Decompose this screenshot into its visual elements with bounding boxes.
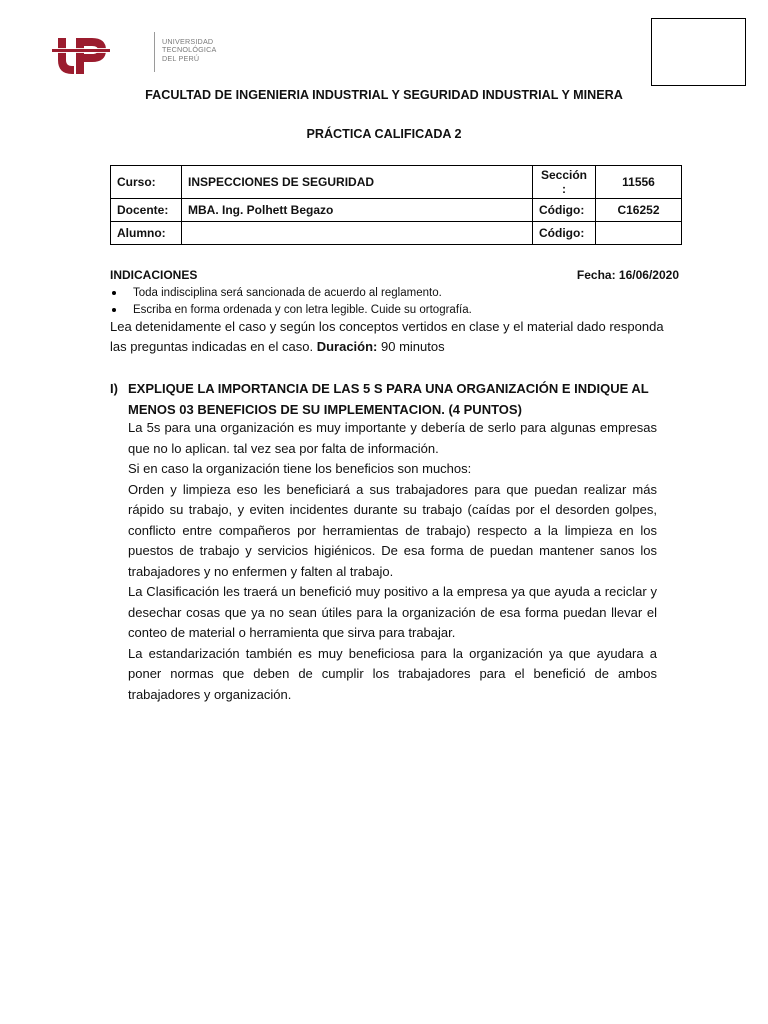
faculty-title: FACULTAD DE INGENIERIA INDUSTRIAL Y SEGURIDAD INDUSTRIAL Y MINERA: [145, 88, 623, 102]
logo-text: [162, 38, 217, 63]
question-number: I): [110, 381, 118, 396]
exam-date: Fecha: 16/06/2020: [576, 268, 679, 282]
bullet-icon: [112, 308, 116, 312]
question-text: EXPLIQUE LA IMPORTANCIA DE LAS 5 S PARA UNA ORGANIZACIÓN E INDIQUE AL MENOS 03 BENEFICIOS DE SU IMPLEMENTACION. (4 PUNTOS): [128, 381, 649, 417]
table-row: [111, 166, 682, 199]
seccion-value: 11556: [596, 166, 682, 199]
duration-label: Duración:: [316, 339, 378, 354]
codigo2-label: Código:: [533, 222, 596, 245]
docente-label: Docente:: [111, 199, 182, 222]
table-row: [111, 199, 682, 222]
instructions-text: [110, 317, 680, 357]
alumno-label: Alumno:: [111, 222, 182, 245]
logo-divider: [154, 32, 155, 72]
answer-paragraph: La estandarización también es muy beneficiosa para la organización ya que ayudara a poner normas que deben de cumplir los trabajadores para el benefició de ambos trabajadores y organización.: [128, 645, 657, 702]
answer-paragraph: La 5s para una organización es muy importante y debería de serlo para algunas empresas que no lo aplican. tal vez sea por falta de información.: [128, 420, 657, 456]
logo-line-2: TECNOLÓGICA: [162, 45, 217, 55]
indications-list: [110, 285, 680, 319]
duration-value: 90 minutos: [381, 339, 445, 354]
logo-line-3: DEL PERÚ: [162, 53, 200, 63]
curso-label: Curso:: [111, 166, 182, 199]
curso-value: INSPECCIONES DE SEGURIDAD: [182, 166, 533, 199]
alumno-value[interactable]: [182, 222, 533, 245]
university-logo: [42, 22, 217, 84]
codigo2-value[interactable]: [596, 222, 682, 245]
docente-value: MBA. Ing. Polhett Begazo: [182, 199, 533, 222]
info-table: [110, 165, 682, 245]
bullet-icon: [112, 291, 116, 295]
codigo-label: Código:: [533, 199, 596, 222]
up-logo-icon: [52, 30, 110, 78]
indication-text: Escriba en forma ordenada y con letra legible. Cuide su ortografía.: [133, 304, 472, 316]
indications-title: INDICACIONES: [110, 268, 198, 282]
answer-paragraph: Orden y limpieza eso les beneficiará a sus trabajadores para que puedan realizar más rápido su trabajo, y eviten incidentes durante su trabajo (caídas por el desorden golpes, conflicto entre compañeros por herramientas de trabajo) respecto a la limpieza en los puestos de trabajo y servicios higiénicos. De esa forma de puedan mantener sanos los trabajadores y no enfermen y falten al trabajo.: [128, 481, 657, 579]
logo-line-1: UNIVERSIDAD: [162, 37, 214, 46]
indication-text: Toda indisciplina será sancionada de acuerdo al reglamento.: [133, 287, 442, 299]
practice-title: PRÁCTICA CALIFICADA 2: [306, 127, 462, 141]
grade-box: [651, 18, 746, 86]
intro-text: Lea detenidamente el caso y según los conceptos vertidos en clase y el material dado responda las preguntas indicadas en el caso.: [110, 319, 664, 354]
codigo-value: C16252: [596, 199, 682, 222]
list-item: [110, 285, 680, 302]
answer-paragraph: Si en caso la organización tiene los beneficios son muchos:: [128, 461, 472, 476]
table-row: [111, 222, 682, 245]
answer-paragraph: La Clasificación les traerá un benefició muy positivo a la empresa ya que ayuda a reciclar y desechar cosas que ya no sean útiles para la organización de esa forma puedan llevar el conteo de material o herramienta que sirva para trabajar.: [128, 584, 657, 640]
answer-text: [128, 418, 657, 705]
seccion-label: Sección :: [533, 166, 596, 199]
